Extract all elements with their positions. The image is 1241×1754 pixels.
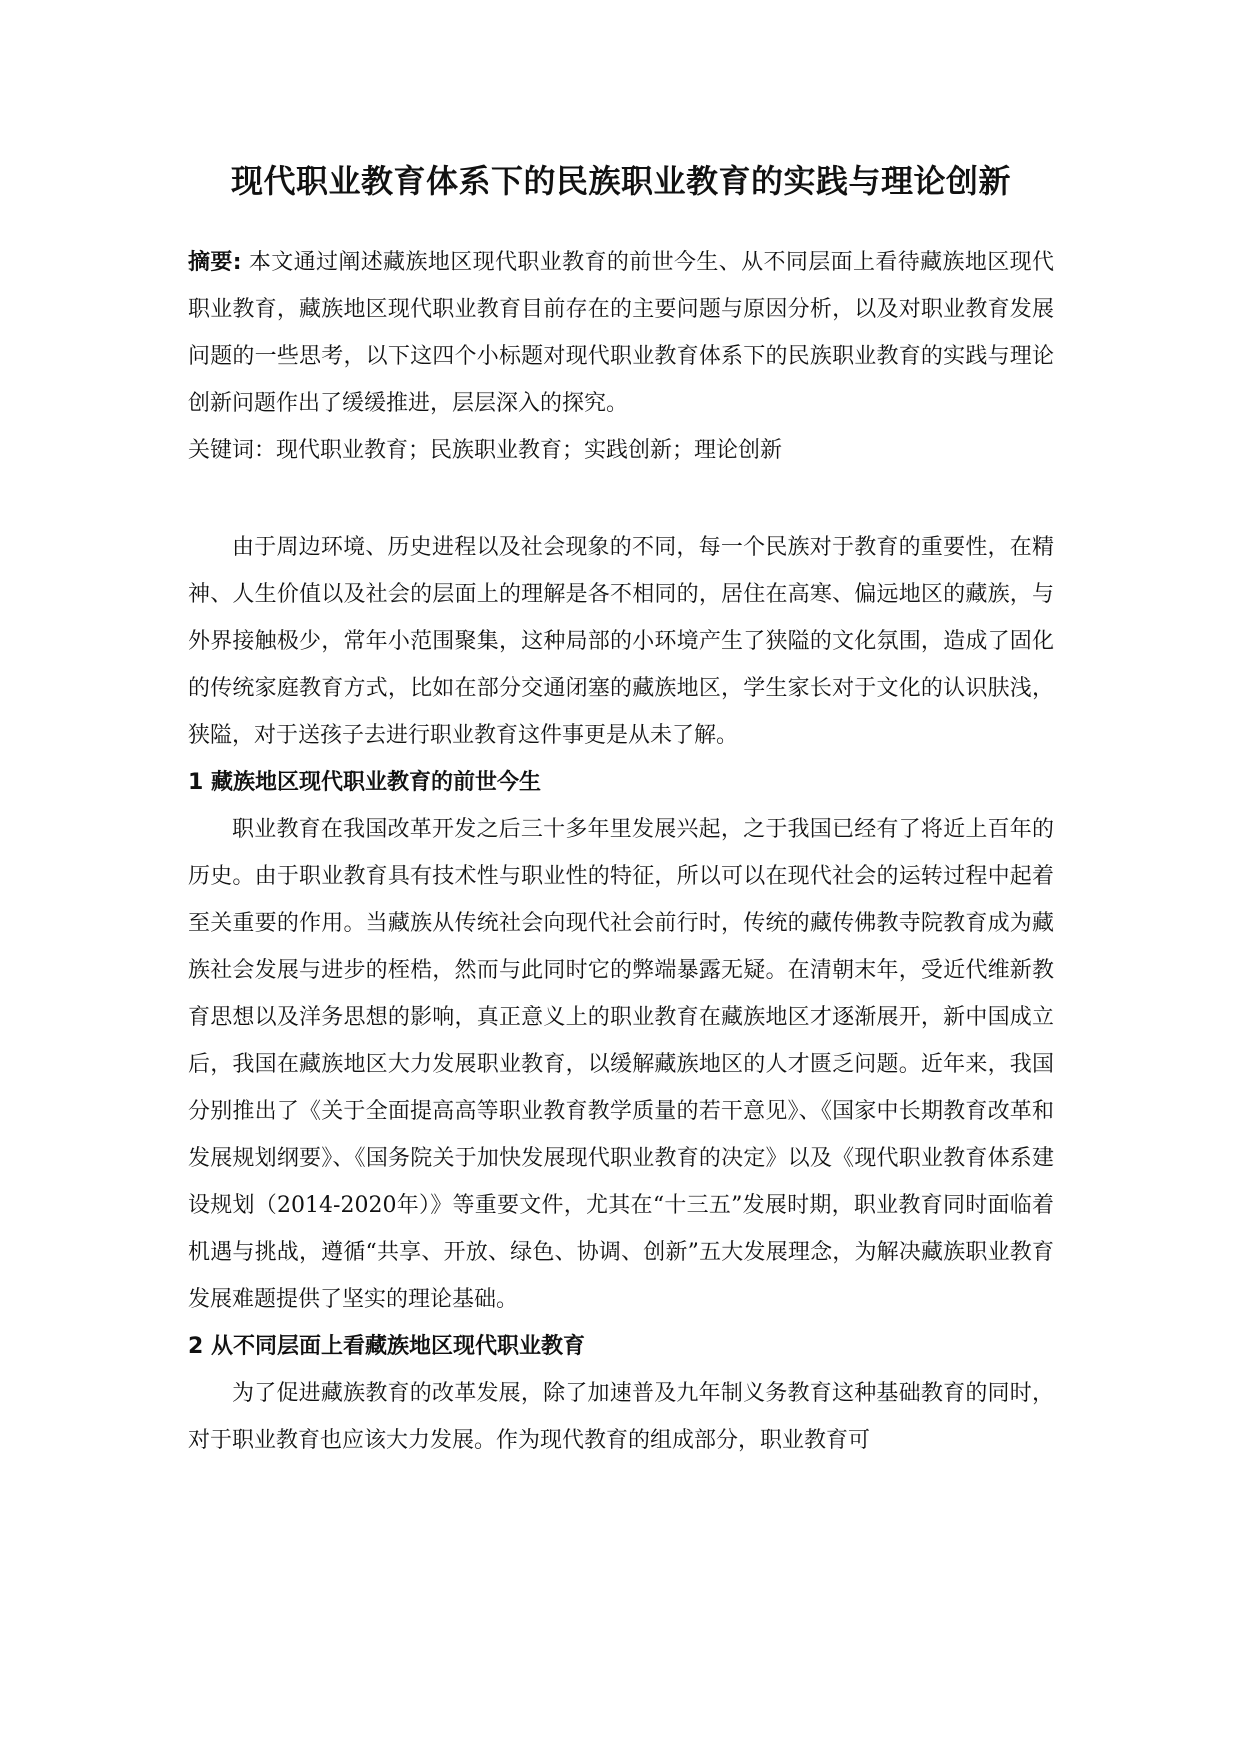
abstract-label: 摘要: bbox=[188, 250, 242, 275]
section-1-heading: 1 藏族地区现代职业教育的前世今生 bbox=[188, 770, 541, 795]
section-2-paragraph: 为了促进藏族教育的改革发展，除了加速普及九年制义务教育这种基础教育的同时，对于职业教育也应该大力发展。作为现代教育的组成部分，职业教育可 bbox=[188, 1381, 1054, 1453]
section-1-paragraph: 职业教育在我国改革开发之后三十多年里发展兴起，之于我国已经有了将近上百年的历史。由于职业教育具有技术性与职业性的特征，所以可以在现代社会的运转过程中起着至关重要的作用。当藏族从传统社会向现代社会前行时，传统的藏传佛教寺院教育成为藏族社会发展与进步的桎梏，然而与此同时它的弊端暴露无疑。在清朝末年，受近代维新教育思想以及洋务思想的影响，真正意义上的职业教育在藏族地区才逐渐展开，新中国成立后，我国在藏族地区大力发展职业教育，以缓解藏族地区的人才匮乏问题。近年来，我国分别推出了《关于全面提高高等职业教育教学质量的若干意见》、《国家中长期教育改革和发展规划纲要》、《国务院关于加快发展现代职业教育的决定》以及《现代职业教育体系建设规划（2014-2020年）》等重要文件，尤其在“十三五”发展时期，职业教育同时面临着机遇与挑战，遵循“共享、开放、绿色、协调、创新”五大发展理念，为解决藏族职业教育发展难题提供了坚实的理论基础。 bbox=[188, 817, 1054, 1312]
section-2-heading: 2 从不同层面上看藏族地区现代职业教育 bbox=[188, 1334, 585, 1359]
intro-paragraph: 由于周边环境、历史进程以及社会现象的不同，每一个民族对于教育的重要性，在精神、人生价值以及社会的层面上的理解是各不相同的，居住在高寒、偏远地区的藏族，与外界接触极少，常年小范围聚集，这种局部的小环境产生了狭隘的文化氛围，造成了固化的传统家庭教育方式，比如在部分交通闭塞的藏族地区，学生家长对于文化的认识肤浅，狭隘，对于送孩子去进行职业教育这件事更是从未了解。 bbox=[188, 535, 1054, 748]
abstract-text: 本文通过阐述藏族地区现代职业教育的前世今生、从不同层面上看待藏族地区现代职业教育，藏族地区现代职业教育目前存在的主要问题与原因分析，以及对职业教育发展问题的一些思考，以下这四个小标题对现代职业教育体系下的民族职业教育的实践与理论创新问题作出了缓缓推进，层层深入的探究。 bbox=[188, 250, 1054, 416]
paper-title: 现代职业教育体系下的民族职业教育的实践与理论创新 bbox=[230, 162, 1011, 200]
keywords-label: 关键词： bbox=[188, 438, 277, 463]
intro-section bbox=[188, 524, 1054, 759]
abstract bbox=[188, 239, 1054, 427]
keywords-text: 现代职业教育；民族职业教育；实践创新；理论创新 bbox=[276, 438, 783, 463]
keywords bbox=[188, 427, 1054, 474]
document-body bbox=[188, 155, 1054, 1464]
